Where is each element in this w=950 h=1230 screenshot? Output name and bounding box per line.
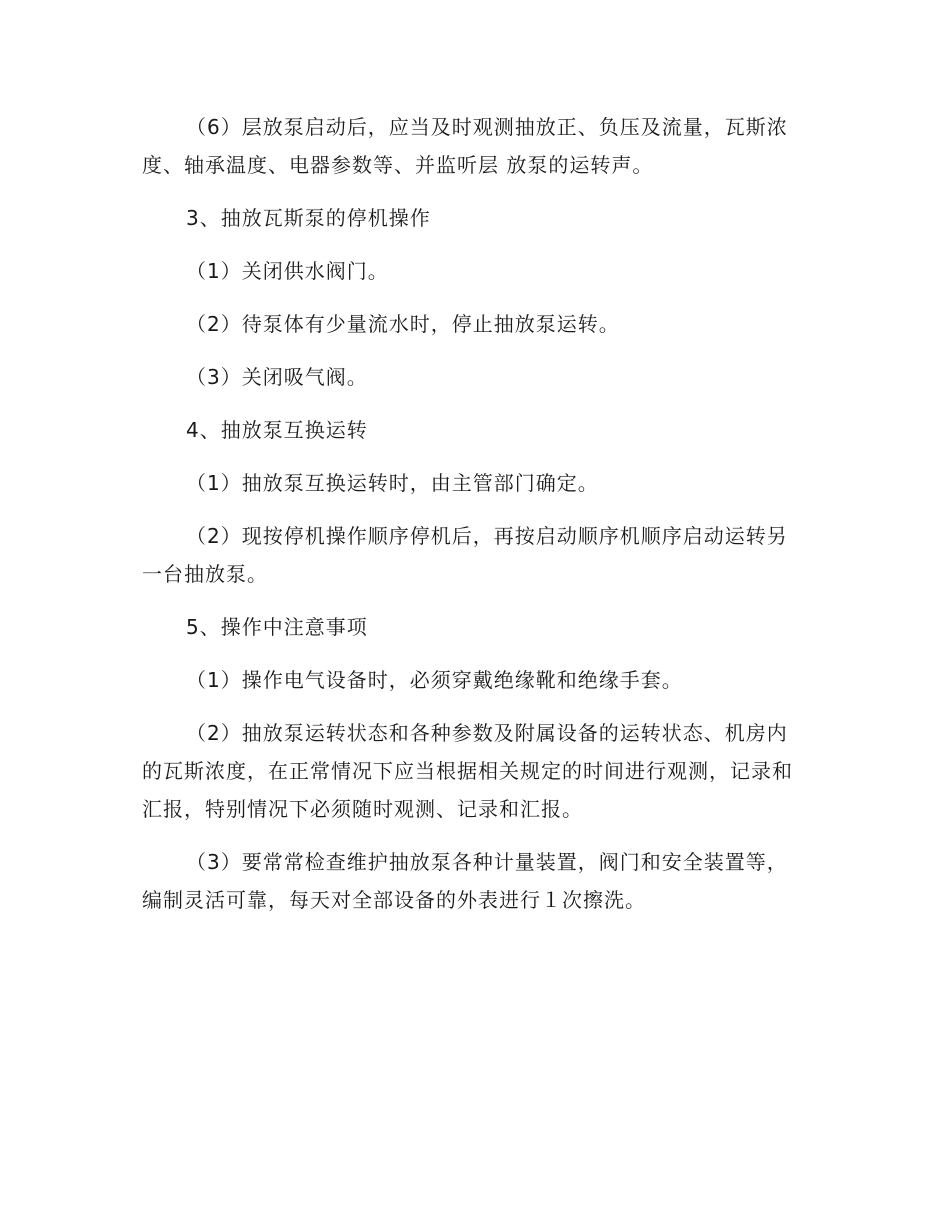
paragraph-2-switchover-procedure: （2）现按停机操作顺序停机后，再按启动顺序机顺序启动运转另一台抽放泵。 bbox=[142, 524, 788, 586]
heading-4-pump-switchover: 4、抽放泵互换运转 bbox=[186, 418, 368, 442]
paragraph-3-close-suction-valve: （3）关闭吸气阀。 bbox=[186, 365, 368, 389]
heading-5-operation-notes: 5、操作中注意事项 bbox=[186, 615, 368, 639]
paragraph-6-startup-monitoring: （6）层放泵启动后，应当及时观测抽放正、负压及流量，瓦斯浓度、轴承温度、电器参数等、并监听层 放泵的运转声。 bbox=[142, 115, 788, 177]
paragraph-1-electrical-safety: （1）操作电气设备时，必须穿戴绝缘靴和绝缘手套。 bbox=[186, 668, 683, 692]
document-body bbox=[142, 108, 797, 919]
paragraph-1-switchover-decision: （1）抽放泵互换运转时，由主管部门确定。 bbox=[186, 471, 599, 495]
paragraph-3-maintenance: （3）要常常检查维护抽放泵各种计量装置，阀门和安全装置等，编制灵活可靠，每天对全部设备的外表进行１次擦洗。 bbox=[142, 850, 788, 912]
paragraph-2-stop-pump: （2）待泵体有少量流水时，停止抽放泵运转。 bbox=[186, 312, 620, 336]
heading-3-stop-operation: 3、抽放瓦斯泵的停机操作 bbox=[186, 206, 431, 230]
paragraph-1-close-water-valve: （1）关闭供水阀门。 bbox=[186, 259, 389, 283]
paragraph-2-observation-reporting: （2）抽放泵运转状态和各种参数及附属设备的运转状态、机房内的瓦斯浓度，在正常情况下应当根据相关规定的时间进行观测，记录和汇报，特别情况下必须随时观测、记录和汇报。 bbox=[142, 721, 793, 821]
